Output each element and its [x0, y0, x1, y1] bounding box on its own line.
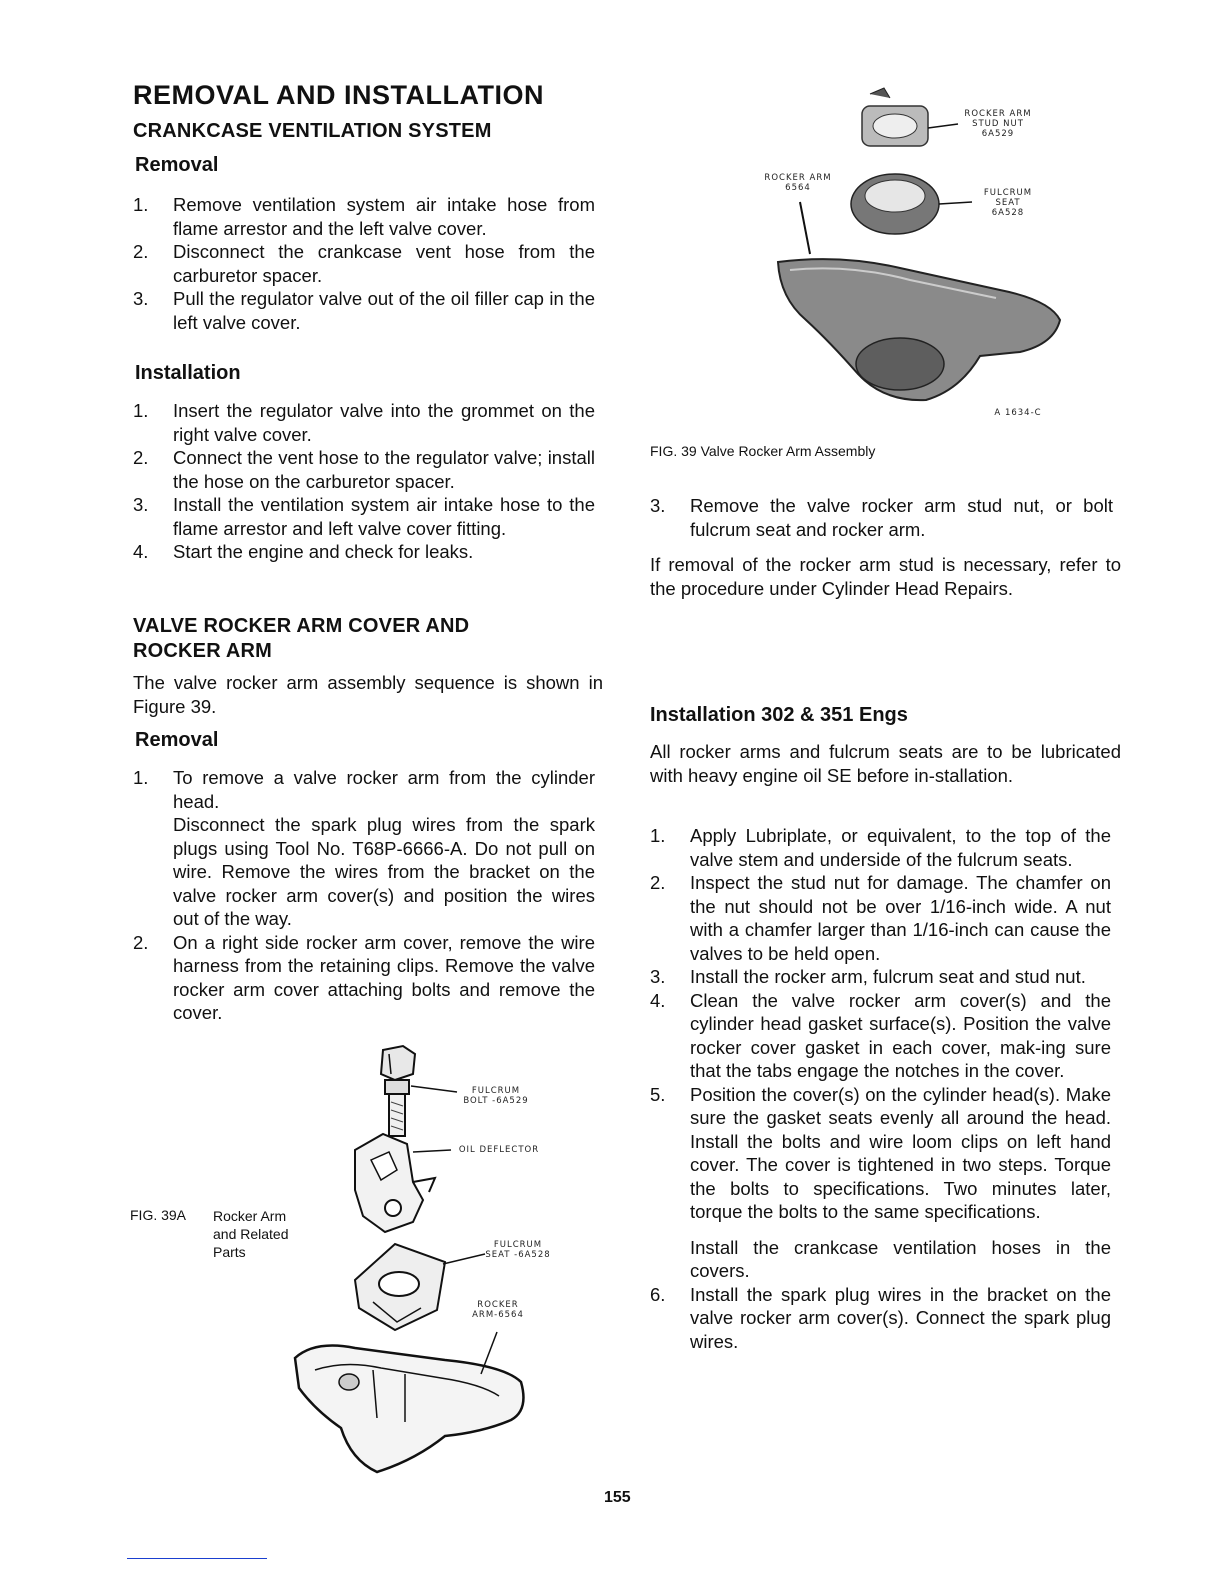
footnote-rule [127, 1558, 267, 1559]
rocker-removal-step3 [650, 494, 1113, 541]
rocker-arm-callout: ROCKER ARM-6564 [472, 1300, 524, 1320]
list-item: 2. On a right side rocker arm cover, remove the wire harness from the retaining clips. Remove the valve rocker arm cover attaching bolts and remove the cover. [133, 931, 595, 1023]
crankcase-installation-list [133, 399, 595, 564]
fulcrum-bolt-drawing [381, 1046, 415, 1136]
oil-deflector-callout: OIL DEFLECTOR [458, 1145, 540, 1155]
installation-heading: Installation [135, 362, 241, 384]
rocker-arm-body-drawing [778, 259, 1060, 400]
fig39-caption: FIG. 39 Valve Rocker Arm Assembly [650, 443, 876, 459]
fulcrum-seat-callout: FULCRUM SEAT -6A528 [485, 1240, 551, 1260]
list-item: 3. Install the rocker arm, fulcrum seat and stud nut. [650, 966, 1086, 987]
valve-rocker-heading: VALVE ROCKER ARM COVER AND ROCKER ARM [133, 615, 470, 662]
fulcrum-seat-drawing [355, 1244, 445, 1330]
crankcase-removal-list [133, 193, 595, 334]
oil-deflector-drawing [355, 1134, 435, 1232]
rocker-arm-parts-illustration [285, 1040, 585, 1480]
fulcrum-seat-cup-drawing [851, 174, 939, 234]
install-302-351-heading: Installation 302 & 351 Engs [650, 704, 908, 726]
list-item: 6. Install the spark plug wires in the bracket on the valve rocker arm cover(s). Connect the spark plug wires. [650, 1283, 1111, 1352]
list-item: 1. Remove ventilation system air intake hose from flame arrestor and the left valve cover. [133, 194, 595, 239]
list-item: 4. Clean the valve rocker arm cover(s) and the cylinder head gasket surface(s). Position the valve rocker cover gasket in each cover, mak-ing sure that the tabs engage the notches in the cover. [650, 989, 1111, 1081]
list-item: 3. Install the ventilation system air intake hose to the flame arrestor and left valve cover fitting. [133, 494, 595, 539]
fulcrum-bolt-callout: FULCRUM BOLT -6A529 [463, 1086, 529, 1106]
stud-removal-note: If removal of the rocker arm stud is necessary, refer to the procedure under Cylinder Head Repairs. [650, 554, 1121, 599]
rocker-removal-list [133, 766, 595, 1025]
figure-code: A 1634-C [994, 408, 1042, 418]
fulcrum-seat-callout-top: FULCRUM SEAT 6A528 [983, 188, 1033, 218]
stud-nut-drawing [862, 88, 928, 146]
fig39a-caption: Rocker Arm and Related Parts [213, 1208, 289, 1260]
list-item: 1. To remove a valve rocker arm from the cylinder head. Disconnect the spark plug wires from the spark plugs using Tool No. T68P-6666-A. Do not pull on wire. Remove the wires from the bracket on the valve rocker arm cover(s) and position the wires out of the way. [133, 767, 595, 929]
rocker-arm-callout-top: ROCKER ARM 6564 [764, 173, 832, 193]
list-item: 2. Disconnect the crankcase vent hose from the carburetor spacer. [133, 241, 595, 286]
list-item: 2. Inspect the stud nut for damage. The chamfer on the nut should not be over 1/16-inch wide. A nut with a chamfer larger than 1/16-inch can cause the valves to be held open. [650, 872, 1111, 964]
list-item: 2. Connect the vent hose to the regulator valve; install the hose on the carburetor spacer. [133, 447, 595, 492]
list-item: 1. Apply Lubriplate, or equivalent, to the top of the valve stem and underside of the fulcrum seats. [650, 825, 1111, 870]
page-title: REMOVAL AND INSTALLATION [133, 80, 544, 110]
crankcase-heading: CRANKCASE VENTILATION SYSTEM [133, 120, 492, 142]
page-number: 155 [604, 1489, 631, 1506]
list-item: 4. Start the engine and check for leaks. [133, 541, 474, 562]
list-item: 1. Insert the regulator valve into the grommet on the right valve cover. [133, 400, 595, 445]
fig39a-label: FIG. 39A [130, 1207, 187, 1223]
rocker-arm-drawing [295, 1346, 523, 1472]
list-item: 3. Remove the valve rocker arm stud nut, or bolt fulcrum seat and rocker arm. [650, 495, 1113, 540]
removal2-heading: Removal [135, 729, 219, 751]
stud-nut-callout: ROCKER ARM STUD NUT 6A529 [964, 109, 1032, 139]
install-intro: All rocker arms and fulcrum seats are to be lubricated with heavy engine oil SE before in-stallation. [650, 741, 1121, 786]
list-item: 3. Pull the regulator valve out of the oil filler cap in the left valve cover. [133, 288, 595, 333]
list-item: 5. Position the cover(s) on the cylinder head(s). Make sure the gasket seats evenly all around the head. Install the bolts and wire loom clips on left hand cover. The cover is tightened in two steps. Torque the bolts to specifications. Two minutes later, torque the bolts to the same specifications. Install the crankcase ventilation hoses in the covers. [650, 1083, 1111, 1281]
removal-heading: Removal [135, 154, 219, 176]
valve-intro: The valve rocker arm assembly sequence is shown in Figure 39. [133, 672, 603, 717]
rocker-installation-list [650, 824, 1111, 1353]
